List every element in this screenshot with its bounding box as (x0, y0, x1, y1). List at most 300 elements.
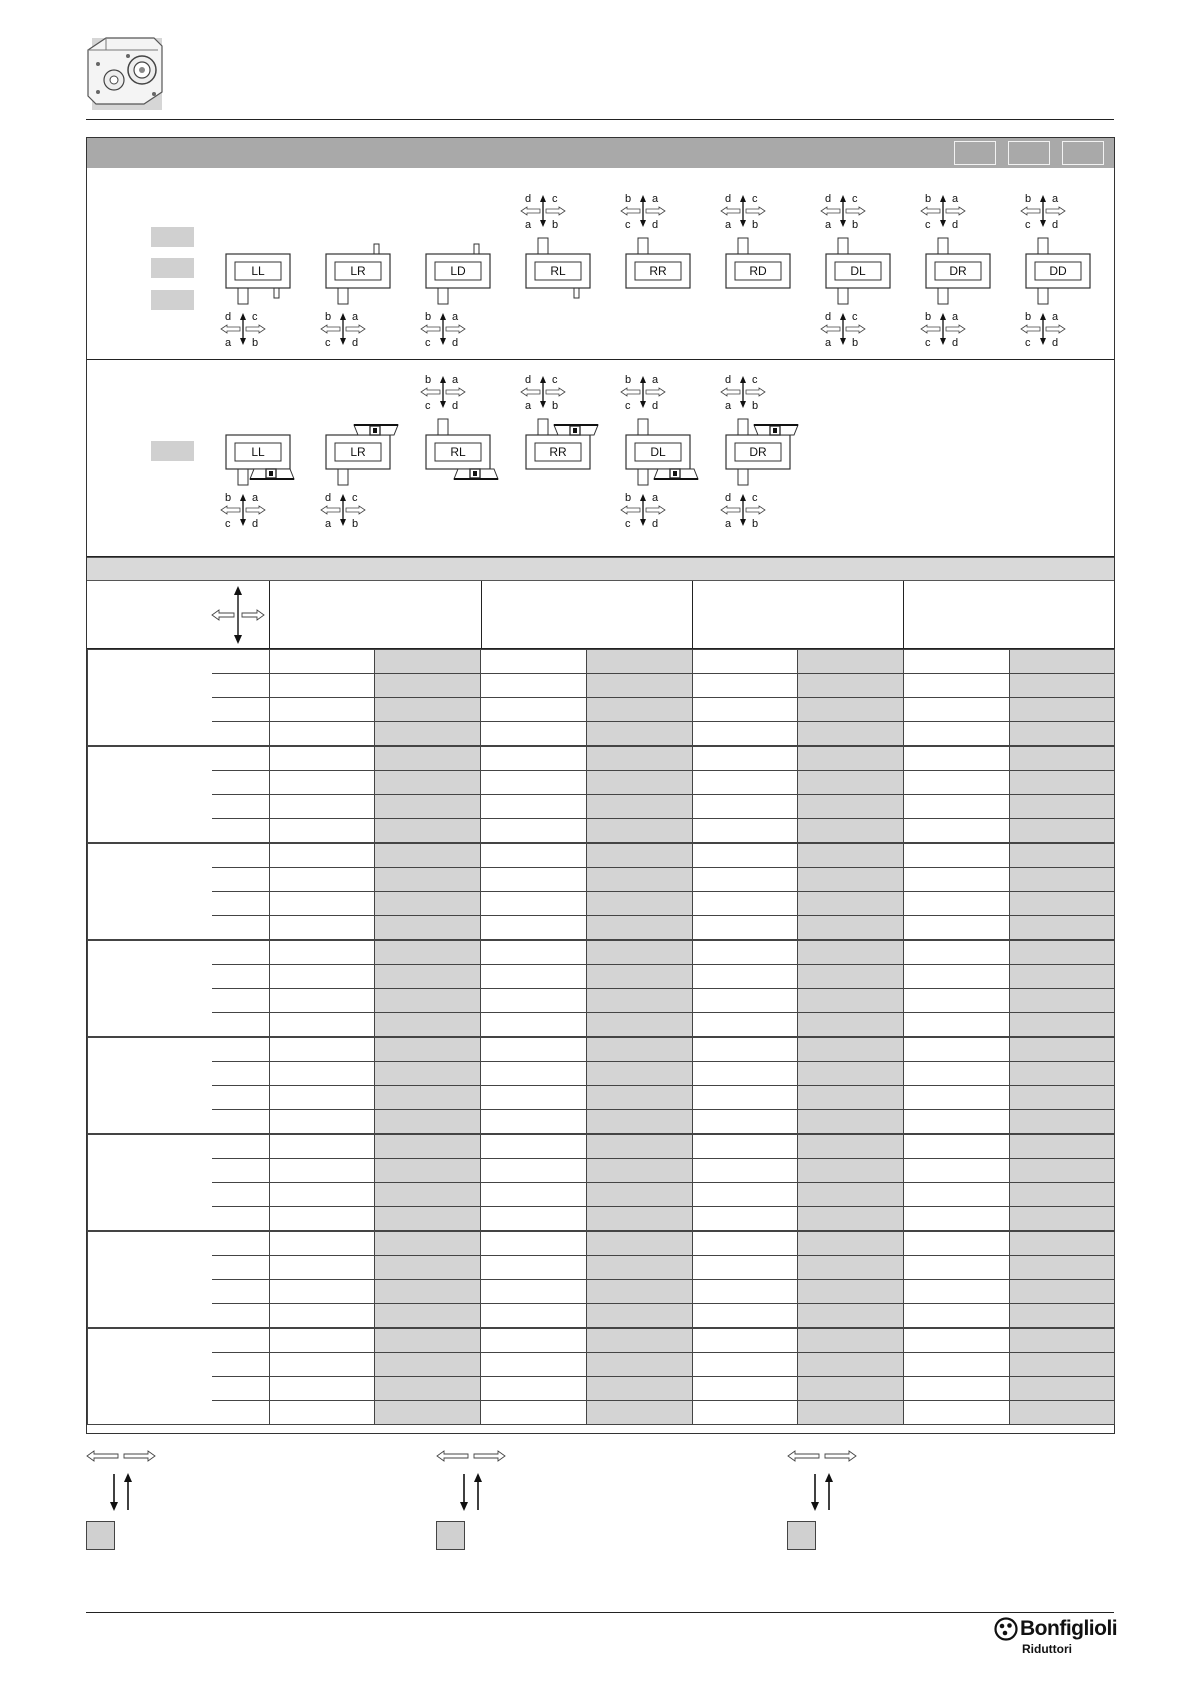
value-cell (270, 1207, 375, 1232)
sub-label-cell (212, 1231, 270, 1256)
value-cell (904, 1110, 1010, 1135)
value-cell (693, 843, 798, 868)
value-cell (693, 1256, 798, 1280)
group-label-cell (88, 746, 212, 843)
value-cell (270, 843, 375, 868)
value-cell (1010, 819, 1115, 844)
value-cell (904, 1086, 1010, 1110)
cross-row1-top-6-tl: d (825, 193, 832, 205)
value-cell (798, 698, 904, 722)
table-row (88, 819, 1115, 844)
value-cell (1010, 1401, 1115, 1425)
cross-row1-bot-8-tr: a (1052, 311, 1059, 323)
sub-label-cell (212, 1256, 270, 1280)
value-cell (904, 965, 1010, 989)
unit-row1-rd (726, 238, 790, 288)
unit-row1-rl-label: RL (550, 264, 566, 278)
group-label-cell (88, 650, 212, 747)
value-cell (1010, 1304, 1115, 1329)
cross-row1-bot-0-br: b (252, 337, 259, 349)
table-row (88, 916, 1115, 941)
value-cell (481, 746, 587, 771)
group-label-cell (88, 1328, 212, 1425)
sub-label-cell (212, 1134, 270, 1159)
cross-row2-bot-0-br: d (252, 518, 259, 530)
cross-row1-bot-7-tr: a (952, 311, 959, 323)
sub-label-cell (212, 1304, 270, 1329)
value-cell (693, 746, 798, 771)
cross-row1-top-5-tl: d (725, 193, 732, 205)
cross-row1-top-5 (721, 193, 765, 231)
value-cell (798, 892, 904, 916)
value-cell (693, 868, 798, 892)
cross-row1-top-8-bl: c (1025, 219, 1031, 231)
cross-row2-bot-1-bl: a (325, 518, 332, 530)
cross-row1-bot-2-tl: b (425, 311, 432, 323)
value-cell (904, 868, 1010, 892)
cross-row2-top-2-bl: c (425, 400, 431, 412)
cross-row1-bot-0-tr: c (252, 311, 258, 323)
cross-row1-bot-7-tl: b (925, 311, 932, 323)
sub-label-cell (212, 722, 270, 747)
cross-row2-bot-1 (321, 492, 365, 530)
value-cell (1010, 1183, 1115, 1207)
value-cell (270, 1377, 375, 1401)
value-cell (587, 1280, 693, 1304)
table-row (88, 1110, 1115, 1135)
value-cell (1010, 1086, 1115, 1110)
sub-label-cell (212, 1207, 270, 1232)
value-cell (481, 1037, 587, 1062)
cross-row1-top-7-bl: c (925, 219, 931, 231)
head-divider-3 (692, 581, 693, 649)
value-cell (693, 1304, 798, 1329)
value-cell (587, 795, 693, 819)
value-cell (904, 1183, 1010, 1207)
sub-label-cell (212, 1037, 270, 1062)
cross-row2-top-4-tr: a (652, 374, 659, 386)
value-cell (904, 1231, 1010, 1256)
value-cell (1010, 1328, 1115, 1353)
cross-row1-top-3-br: b (552, 219, 559, 231)
cross-row1-top-8 (1021, 193, 1065, 231)
cross-row1-top-4-tr: a (652, 193, 659, 205)
value-cell (481, 965, 587, 989)
value-cell (270, 771, 375, 795)
sub-label-cell (212, 1280, 270, 1304)
value-cell (1010, 722, 1115, 747)
table-row (88, 1328, 1115, 1353)
value-cell (587, 1304, 693, 1329)
value-cell (904, 1280, 1010, 1304)
table-row (88, 1134, 1115, 1159)
value-cell (587, 1328, 693, 1353)
cross-row1-bot-2 (421, 311, 465, 349)
value-cell (798, 1134, 904, 1159)
value-cell (481, 1377, 587, 1401)
value-cell (481, 940, 587, 965)
unit-row1-rr-label: RR (649, 264, 667, 278)
table-row (88, 746, 1115, 771)
value-cell (270, 1013, 375, 1038)
value-cell (587, 940, 693, 965)
sub-label-cell (212, 843, 270, 868)
value-cell (1010, 965, 1115, 989)
cross-row1-bot-1-bl: c (325, 337, 331, 349)
value-cell (481, 1062, 587, 1086)
value-cell (587, 989, 693, 1013)
cross-row2-top-2-br: d (452, 400, 459, 412)
unit-row1-dr-label: DR (949, 264, 967, 278)
cross-row2-top-4 (621, 374, 665, 412)
cross-row2-top-5-br: b (752, 400, 759, 412)
value-cell (904, 1134, 1010, 1159)
cross-row1-bot-8 (1021, 311, 1065, 349)
value-cell (270, 722, 375, 747)
value-cell (270, 940, 375, 965)
cross-row1-bot-6 (821, 311, 865, 349)
value-cell (1010, 1353, 1115, 1377)
cross-row1-bot-1-tl: b (325, 311, 332, 323)
value-cell (798, 965, 904, 989)
value-cell (375, 1062, 481, 1086)
table-row (88, 1401, 1115, 1425)
value-cell (693, 1353, 798, 1377)
value-cell (375, 1304, 481, 1329)
value-cell (693, 989, 798, 1013)
value-cell (481, 843, 587, 868)
value-cell (375, 1328, 481, 1353)
value-cell (693, 1013, 798, 1038)
sub-label-cell (212, 1353, 270, 1377)
value-cell (1010, 1062, 1115, 1086)
value-cell (798, 868, 904, 892)
value-cell (587, 1110, 693, 1135)
cross-row2-bot-5 (721, 492, 765, 530)
value-cell (904, 1062, 1010, 1086)
value-cell (798, 989, 904, 1013)
cross-row2-top-3 (521, 374, 565, 412)
head-divider-1 (269, 581, 270, 649)
value-cell (798, 819, 904, 844)
cross-row2-bot-0-tr: a (252, 492, 259, 504)
unit-row2-rr (526, 419, 598, 469)
value-cell (798, 1328, 904, 1353)
cross-row2-bot-0-bl: c (225, 518, 231, 530)
cross-row2-top-2-tr: a (452, 374, 459, 386)
value-cell (1010, 698, 1115, 722)
value-cell (904, 674, 1010, 698)
value-cell (481, 1231, 587, 1256)
cross-row1-top-6-br: b (852, 219, 859, 231)
value-cell (693, 916, 798, 941)
value-cell (481, 819, 587, 844)
value-cell (798, 1183, 904, 1207)
value-cell (587, 1062, 693, 1086)
value-cell (375, 698, 481, 722)
value-cell (798, 650, 904, 674)
cross-row2-top-5 (721, 374, 765, 412)
value-cell (270, 795, 375, 819)
cross-row2-bot-4 (621, 492, 665, 530)
value-cell (693, 1183, 798, 1207)
value-cell (904, 722, 1010, 747)
value-cell (481, 795, 587, 819)
value-cell (375, 1377, 481, 1401)
value-cell (375, 722, 481, 747)
value-cell (693, 771, 798, 795)
legend-vertical-arrows-1 (106, 1472, 136, 1512)
value-cell (375, 1013, 481, 1038)
value-cell (587, 1086, 693, 1110)
sub-label-cell (212, 892, 270, 916)
value-cell (481, 1256, 587, 1280)
table-row (88, 1256, 1115, 1280)
cross-row1-top-5-br: b (752, 219, 759, 231)
value-cell (375, 746, 481, 771)
cross-row1-top-4-tl: b (625, 193, 632, 205)
value-cell (481, 1280, 587, 1304)
value-cell (693, 650, 798, 674)
value-cell (481, 916, 587, 941)
value-cell (375, 1280, 481, 1304)
unit-row1-rr (626, 238, 690, 288)
value-cell (270, 989, 375, 1013)
value-cell (481, 1353, 587, 1377)
value-cell (270, 1304, 375, 1329)
value-cell (1010, 674, 1115, 698)
value-cell (481, 1304, 587, 1329)
sub-label-cell (212, 1062, 270, 1086)
value-cell (587, 650, 693, 674)
cross-row1-bot-0-tl: d (225, 311, 232, 323)
value-cell (587, 1013, 693, 1038)
unit-row1-dr (926, 238, 990, 304)
value-cell (375, 819, 481, 844)
value-cell (693, 1231, 798, 1256)
value-cell (693, 1037, 798, 1062)
value-cell (587, 1377, 693, 1401)
cross-row1-bot-7 (921, 311, 965, 349)
unit-row2-rl-label: RL (450, 445, 466, 459)
value-cell (798, 1256, 904, 1280)
value-cell (270, 1062, 375, 1086)
value-cell (1010, 916, 1115, 941)
value-cell (481, 1401, 587, 1425)
value-cell (481, 1207, 587, 1232)
value-cell (798, 940, 904, 965)
value-cell (693, 795, 798, 819)
value-cell (798, 1037, 904, 1062)
cross-row2-bot-5-bl: a (725, 518, 732, 530)
value-cell (481, 1086, 587, 1110)
table-row (88, 965, 1115, 989)
cross-row2-bot-4-br: d (652, 518, 659, 530)
legend-horizontal-arrows-3 (787, 1449, 857, 1463)
brand-name: Bonfiglioli (1020, 1617, 1118, 1640)
value-cell (481, 698, 587, 722)
table-row (88, 1183, 1115, 1207)
table-row (88, 1207, 1115, 1232)
value-cell (481, 1013, 587, 1038)
unit-row2-dl (626, 419, 698, 485)
unit-row1-ll-label: LL (251, 264, 265, 278)
value-cell (693, 698, 798, 722)
sub-label-cell (212, 868, 270, 892)
cross-row2-bot-5-tr: c (752, 492, 758, 504)
value-cell (587, 746, 693, 771)
unit-row2-lr (326, 425, 398, 485)
value-cell (693, 1377, 798, 1401)
value-cell (481, 868, 587, 892)
value-cell (798, 1110, 904, 1135)
value-cell (270, 1231, 375, 1256)
value-cell (798, 1401, 904, 1425)
table-row (88, 795, 1115, 819)
cross-row1-bot-7-bl: c (925, 337, 931, 349)
table-row (88, 1159, 1115, 1183)
legend-vertical-arrows-3 (807, 1472, 837, 1512)
sub-label-cell (212, 795, 270, 819)
group-label-cell (88, 940, 212, 1037)
value-cell (904, 1207, 1010, 1232)
cross-row2-top-5-bl: a (725, 400, 732, 412)
value-cell (1010, 940, 1115, 965)
table-row (88, 1037, 1115, 1062)
table-row (88, 698, 1115, 722)
value-cell (904, 1353, 1010, 1377)
cross-row2-bot-1-tr: c (352, 492, 358, 504)
value-cell (375, 771, 481, 795)
value-cell (270, 1183, 375, 1207)
sub-label-cell (212, 916, 270, 941)
sub-label-cell (212, 1401, 270, 1425)
footer-rule (86, 1612, 1114, 1613)
value-cell (904, 795, 1010, 819)
table-row (88, 868, 1115, 892)
value-cell (693, 1207, 798, 1232)
mounting-diagram (0, 0, 1190, 560)
cross-row2-top-4-br: d (652, 400, 659, 412)
value-cell (375, 916, 481, 941)
value-cell (270, 1328, 375, 1353)
value-cell (270, 965, 375, 989)
sub-label-cell (212, 965, 270, 989)
value-cell (481, 650, 587, 674)
cross-row1-top-4 (621, 193, 665, 231)
value-cell (270, 698, 375, 722)
value-cell (375, 1134, 481, 1159)
value-cell (587, 1183, 693, 1207)
cross-row1-bot-1-br: d (352, 337, 359, 349)
cross-row1-top-7-br: d (952, 219, 959, 231)
cross-row1-top-3-tl: d (525, 193, 532, 205)
value-cell (798, 722, 904, 747)
sub-label-cell (212, 819, 270, 844)
legend-horizontal-arrows-2 (436, 1449, 506, 1463)
unit-row1-rd-label: RD (749, 264, 767, 278)
group-label-cell (88, 1134, 212, 1231)
value-cell (693, 1159, 798, 1183)
value-cell (587, 1159, 693, 1183)
cross-row1-top-6 (821, 193, 865, 231)
value-cell (270, 650, 375, 674)
sub-label-cell (212, 698, 270, 722)
value-cell (481, 892, 587, 916)
value-cell (904, 1256, 1010, 1280)
cross-row1-top-5-bl: a (725, 219, 732, 231)
group-label-cell (88, 1231, 212, 1328)
value-cell (1010, 795, 1115, 819)
sub-label-cell (212, 771, 270, 795)
table-row (88, 940, 1115, 965)
value-cell (904, 698, 1010, 722)
value-cell (693, 892, 798, 916)
cross-row2-top-5-tr: c (752, 374, 758, 386)
cross-row2-bot-4-bl: c (625, 518, 631, 530)
value-cell (904, 940, 1010, 965)
value-cell (904, 1013, 1010, 1038)
value-cell (1010, 1231, 1115, 1256)
value-cell (798, 916, 904, 941)
cross-row1-top-8-tl: b (1025, 193, 1032, 205)
value-cell (481, 674, 587, 698)
unit-row2-rl (426, 419, 498, 479)
value-cell (798, 1353, 904, 1377)
unit-row1-lr (326, 244, 390, 304)
unit-row2-ll (226, 435, 294, 485)
value-cell (587, 1256, 693, 1280)
value-cell (270, 1110, 375, 1135)
value-cell (1010, 843, 1115, 868)
value-cell (693, 819, 798, 844)
value-cell (693, 1134, 798, 1159)
value-cell (798, 1304, 904, 1329)
value-cell (798, 1280, 904, 1304)
sub-label-cell (212, 1110, 270, 1135)
table-row (88, 650, 1115, 674)
value-cell (375, 1353, 481, 1377)
cross-row2-bot-5-br: b (752, 518, 759, 530)
unit-row2-dr-label: DR (749, 445, 767, 459)
table-row (88, 1013, 1115, 1038)
unit-row1-ld-label: LD (450, 264, 466, 278)
sub-label-cell (212, 746, 270, 771)
value-cell (587, 1134, 693, 1159)
head-divider-2 (481, 581, 482, 649)
cross-row2-top-4-bl: c (625, 400, 631, 412)
cross-row1-bot-2-tr: a (452, 311, 459, 323)
value-cell (1010, 868, 1115, 892)
value-cell (587, 1401, 693, 1425)
table-row (88, 1086, 1115, 1110)
value-cell (481, 1328, 587, 1353)
group-label-cell (88, 1037, 212, 1134)
value-cell (904, 650, 1010, 674)
value-cell (270, 746, 375, 771)
value-cell (904, 771, 1010, 795)
sub-label-cell (212, 1328, 270, 1353)
unit-row1-dl (826, 238, 890, 304)
cross-row2-top-4-tl: b (625, 374, 632, 386)
value-cell (270, 1159, 375, 1183)
value-cell (375, 1401, 481, 1425)
value-cell (375, 892, 481, 916)
cross-row1-bot-1 (321, 311, 365, 349)
unit-row1-lr-label: LR (350, 264, 366, 278)
value-cell (375, 843, 481, 868)
value-cell (375, 989, 481, 1013)
